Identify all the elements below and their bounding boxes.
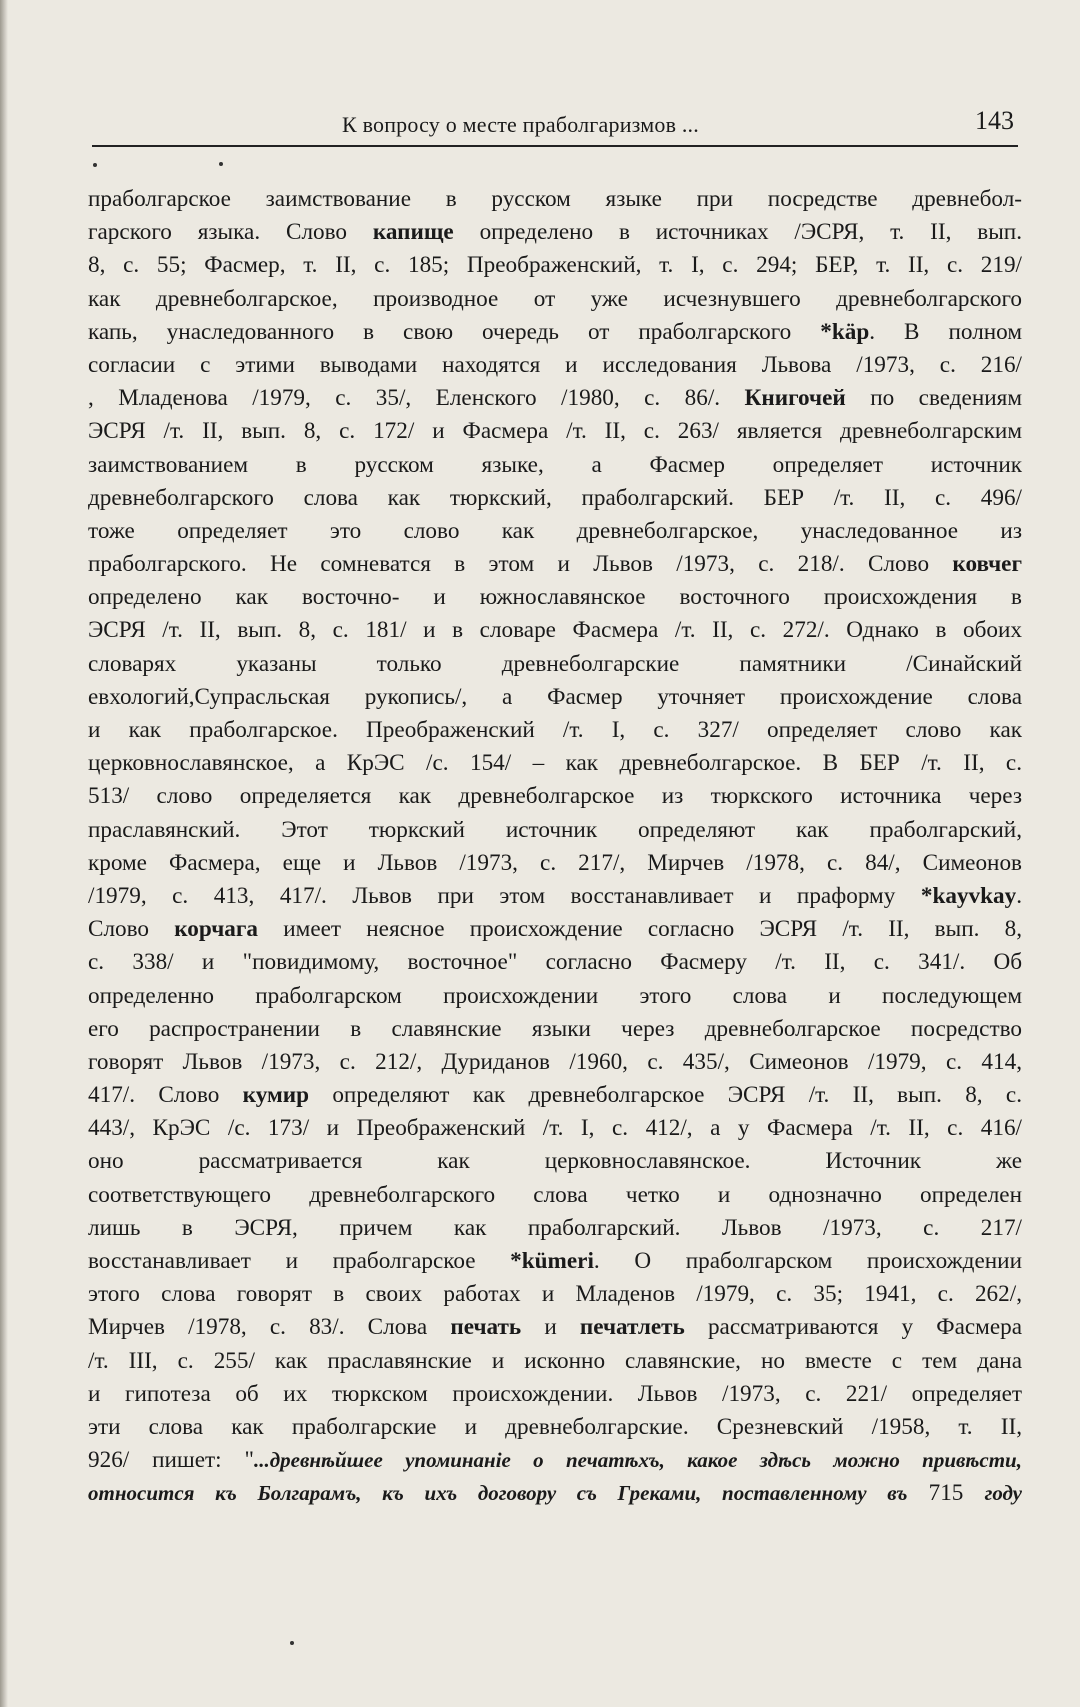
text-line (88, 1345, 1022, 1378)
term-highlight: Книгочей (744, 385, 846, 412)
text-line (88, 946, 1022, 979)
text-run: и (521, 1314, 580, 1341)
text-line (88, 1179, 1022, 1212)
text-line (88, 1278, 1022, 1311)
body-text (88, 183, 1022, 1511)
text-run: . (1016, 882, 1022, 909)
text-line (88, 1411, 1022, 1444)
text-run: капь, унаследованного в свою очередь от праболгарского (88, 318, 821, 345)
text-run: и как праболгарское. Преображенский /т. I, с. 327/ определяет слово как (88, 717, 1022, 743)
text-line (88, 316, 1022, 349)
speck-mark (290, 1641, 294, 1645)
text-run: , Младенова /1979, с. 35/, Еленского /1980, с. 86/. (88, 385, 745, 412)
text-run: древнеболгарского слова как тюркский, праболгарский. БЕР /т. II, с. 496/ (88, 484, 1022, 511)
text-line (88, 880, 1022, 913)
text-line (88, 1444, 1022, 1477)
text-line (88, 216, 1022, 249)
text-run: рассматриваются у Фасмера (684, 1314, 1022, 1341)
text-run: лишь в ЭСРЯ, причем как праболгарский. Львов /1973, с. 217/ (88, 1214, 1022, 1241)
text-run: . В полном (869, 318, 1023, 345)
text-run: тоже определяет это слово как древнеболгарское, унаследованное из (88, 517, 1022, 544)
text-run: 443/, КрЭС /с. 173/ и Преображенский /т. I, с. 412/, а у Фасмера /т. II, с. 416/ (88, 1115, 1022, 1142)
text-line (88, 1079, 1022, 1112)
text-run: эти слова как праболгарские и древнеболгарские. Срезневский /1958, т. II, (88, 1413, 1022, 1440)
text-run: гарского языка. Слово (88, 219, 373, 246)
text-run: с. 338/ и "повидимому, восточное" согласно Фасмеру /т. II, с. 341/. Об (88, 949, 1022, 976)
text-line (88, 648, 1022, 681)
speck-mark (219, 162, 223, 166)
term-highlight: *käp (820, 318, 870, 345)
text-run: 8, с. 55; Фасмер, т. II, с. 185; Преображенский, т. I, с. 294; БЕР, т. II, с. 219/ (88, 252, 1022, 279)
text-run: Мирчев /1978, с. 83/. Слова (88, 1314, 451, 1341)
text-run: говорят Львов /1973, с. 212/, Дуриданов /1960, с. 435/, Симеонов /1979, с. 414, (88, 1048, 1022, 1075)
text-line (88, 681, 1022, 714)
text-line (88, 1145, 1022, 1178)
text-line (88, 581, 1022, 614)
text-run: кроме Фасмера, еще и Львов /1973, с. 217/, Мирчев /1978, с. 84/, Симеонов (88, 849, 1022, 876)
text-run: как древнеболгарское, производное от уже исчезнувшего древнеболгарского (88, 285, 1022, 312)
text-run: определено в источниках /ЭСРЯ, т. II, вып. (453, 219, 1022, 246)
text-run: этого слова говорят в своих работах и Младенов /1979, с. 35; 1941, с. 262/, (88, 1281, 1022, 1308)
text-line (88, 548, 1022, 581)
text-run: 513/ слово определяется как древнеболгарское из тюркского источника через (88, 783, 1022, 810)
text-run: /1979, с. 413, 417/. Львов при этом восстанавливает и праформу (88, 882, 921, 909)
text-run: церковнославянское, а КрЭС /с. 154/ – как древнеболгарское. В БЕР /т. II, с. (88, 750, 1022, 777)
text-line (88, 515, 1022, 548)
text-run: ЭСРЯ /т. II, вып. 8, с. 172/ и Фасмера /т. II, с. 263/ является древнеболгарским (88, 418, 1022, 445)
text-line (88, 482, 1022, 515)
text-line (88, 449, 1022, 482)
term-highlight: капище (372, 219, 454, 246)
text-run: евхологий,Супрасльская рукопись/, а Фасмер уточняет происхождение слова (88, 683, 1022, 710)
text-run: 715 (907, 1480, 985, 1507)
text-run: его распространении в славянские языки через древнеболгарское посредство (88, 1015, 1022, 1042)
term-highlight: ковчег (952, 551, 1022, 578)
text-run: определяют как древнеболгарское ЭСРЯ /т. II, вып. 8, с. (309, 1082, 1022, 1109)
text-line (88, 1212, 1022, 1245)
text-line (88, 847, 1022, 880)
text-run: /т. III, с. 255/ как праславянские и исконно славянские, но вместе с тем дана (88, 1347, 1022, 1374)
text-line (88, 1112, 1022, 1145)
term-highlight: печать (450, 1314, 522, 1341)
text-line (88, 415, 1022, 448)
text-line (88, 249, 1022, 282)
term-highlight: корчага (174, 916, 259, 943)
text-run: по сведениям (845, 385, 1023, 412)
text-run: заимствованием в русском языке, а Фасмер определяет источник (88, 451, 1022, 478)
page-edge-shadow (0, 0, 8, 1707)
text-line (88, 183, 1022, 216)
old-slavonic-quote: относится къ Болгарамъ, къ ихъ договору съ Греками, поставленному въ (88, 1481, 908, 1506)
text-line (88, 1013, 1022, 1046)
text-line (88, 980, 1022, 1013)
text-run: оно рассматривается как церковнославянское. Источник же (88, 1148, 1022, 1175)
text-line (88, 1477, 1022, 1510)
running-header-title: К вопросу о месте праболгаризмов ... (342, 112, 699, 137)
text-line (88, 349, 1022, 382)
term-highlight: *kayvkay (920, 882, 1017, 909)
text-line (88, 1046, 1022, 1079)
text-line (88, 714, 1022, 747)
text-line (88, 1378, 1022, 1411)
text-run: Слово (88, 916, 175, 943)
text-run: 926/ пишет: " (88, 1447, 254, 1474)
text-run: имеет неясное происхождение согласно ЭСРЯ /т. II, вып. 8, (258, 916, 1023, 943)
text-line (88, 814, 1022, 847)
text-run: определенно праболгарском происхождении этого слова и последующем (88, 982, 1022, 1009)
text-run: праславянский. Этот тюркский источник определяют как праболгарский, (88, 816, 1022, 843)
term-highlight: печатлеть (579, 1314, 685, 1341)
running-header (92, 104, 1018, 144)
text-line (88, 747, 1022, 780)
text-run: определено как восточно- и южнославянское восточного происхождения в (88, 584, 1022, 611)
text-line (88, 1311, 1022, 1344)
text-run: праболгарское заимствование в русском языке при посредстве древнебол- (88, 186, 1022, 212)
text-run: 417/. Слово (88, 1082, 243, 1109)
term-highlight: *kümeri (510, 1248, 594, 1274)
text-run: восстанавливает и праболгарское (88, 1248, 511, 1274)
text-run: праболгарского. Не сомневатся в этом и Львов /1973, с. 218/. Слово (88, 551, 953, 578)
text-line (88, 913, 1022, 946)
text-run: словарях указаны только древнеболгарские памятники /Синайский (88, 650, 1022, 677)
text-line (88, 1245, 1022, 1278)
text-line (88, 283, 1022, 316)
old-slavonic-quote: ...древнѣйшее упоминанiе о печатѣхъ, какое здѣсь можно привѣсти, (253, 1448, 1022, 1473)
page-number: 143 (975, 106, 1014, 135)
text-line (88, 614, 1022, 647)
old-slavonic-quote: году (984, 1481, 1022, 1506)
text-run: ЭСРЯ /т. II, вып. 8, с. 181/ и в словаре Фасмера /т. II, с. 272/. Однако в обоих (88, 617, 1022, 644)
term-highlight: кумир (242, 1082, 310, 1109)
header-rule (92, 145, 1018, 147)
text-run: соответствующего древнеболгарского слова четко и однозначно определен (88, 1181, 1022, 1208)
text-run: и гипотеза об их тюркском происхождении. Львов /1973, с. 221/ определяет (88, 1380, 1022, 1407)
text-line (88, 382, 1022, 415)
speck-mark (93, 163, 97, 167)
text-run: согласии с этими выводами находятся и исследования Львова /1973, с. 216/ (88, 351, 1022, 378)
text-run: . О праболгарском происхождении (593, 1248, 1022, 1274)
text-line (88, 780, 1022, 813)
